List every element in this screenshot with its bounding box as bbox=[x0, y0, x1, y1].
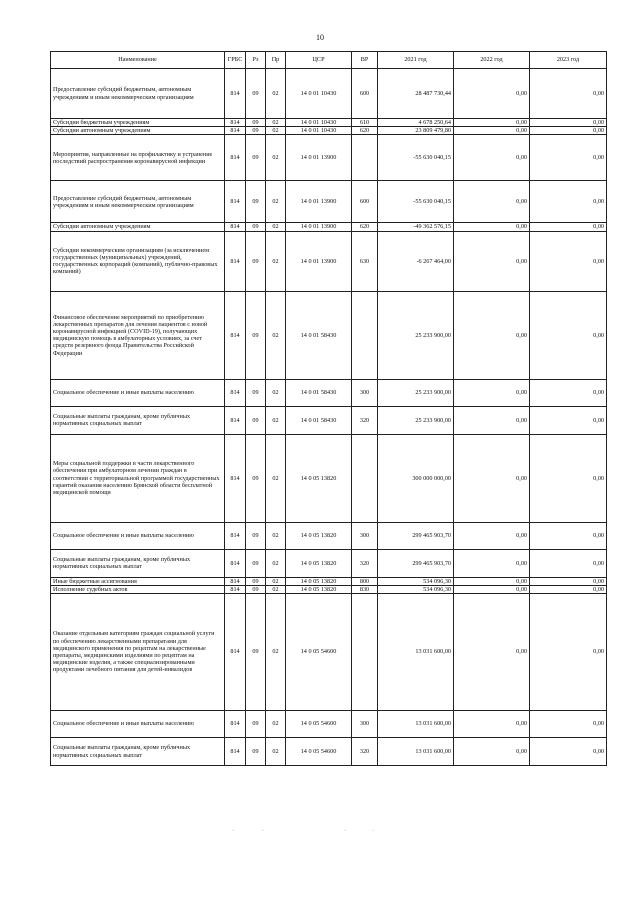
cell-pr: 02 bbox=[266, 291, 286, 379]
cell-csr: 14 0 05 13820 bbox=[286, 549, 352, 577]
cell-y2023: 0,00 bbox=[530, 549, 607, 577]
cell-name: Иные бюджетные ассигнования bbox=[51, 577, 225, 585]
cell-y2022: 0,00 bbox=[454, 291, 530, 379]
cell-vr bbox=[352, 594, 378, 711]
cell-y2023: 0,00 bbox=[530, 291, 607, 379]
table-row bbox=[51, 379, 607, 406]
header-csr: ЦСР bbox=[286, 52, 352, 69]
cell-csr: 14 0 05 54600 bbox=[286, 738, 352, 766]
table-row bbox=[51, 711, 607, 738]
cell-csr: 14 0 01 10430 bbox=[286, 127, 352, 135]
table-row bbox=[51, 181, 607, 223]
cell-vr bbox=[352, 291, 378, 379]
cell-name: Социальные выплаты гражданам, кроме публичных нормативных социальных выплат bbox=[51, 549, 225, 577]
cell-rz: 09 bbox=[246, 594, 266, 711]
cell-rz: 09 bbox=[246, 231, 266, 291]
cell-y2021: 13 031 600,00 bbox=[378, 594, 454, 711]
cell-y2021: 13 031 600,00 bbox=[378, 711, 454, 738]
cell-y2022: 0,00 bbox=[454, 69, 530, 119]
cell-name: Предоставление субсидий бюджетным, автономным учреждениям и иным некоммерческим организациям bbox=[51, 181, 225, 223]
cell-pr: 02 bbox=[266, 585, 286, 593]
cell-y2021: -49 362 576,15 bbox=[378, 223, 454, 231]
cell-rz: 09 bbox=[246, 119, 266, 127]
cell-y2022: 0,00 bbox=[454, 379, 530, 406]
cell-y2022: 0,00 bbox=[454, 522, 530, 549]
cell-vr bbox=[352, 135, 378, 181]
cell-rz: 09 bbox=[246, 585, 266, 593]
cell-csr: 14 0 05 13820 bbox=[286, 585, 352, 593]
cell-y2021: -6 267 464,00 bbox=[378, 231, 454, 291]
cell-csr: 14 0 01 13900 bbox=[286, 181, 352, 223]
cell-rz: 09 bbox=[246, 69, 266, 119]
cell-y2021: 534 096,30 bbox=[378, 577, 454, 585]
cell-y2021: -55 630 040,15 bbox=[378, 135, 454, 181]
cell-name: Финансовое обеспечение мероприятий по приобретению лекарственных препаратов для лечения пациентов с новой коронавирусной инфекцией (COVID-19), получающих медицинскую помощь в амбулаторных условиях, за счет средств резервного фонда Правительства Российской Федерации bbox=[51, 291, 225, 379]
header-name: Наименование bbox=[51, 52, 225, 69]
cell-pr: 02 bbox=[266, 406, 286, 434]
cell-y2021: 25 233 900,00 bbox=[378, 379, 454, 406]
cell-csr: 14 0 01 58430 bbox=[286, 406, 352, 434]
cell-rz: 09 bbox=[246, 738, 266, 766]
cell-y2023: 0,00 bbox=[530, 231, 607, 291]
cell-y2022: 0,00 bbox=[454, 135, 530, 181]
cell-y2022: 0,00 bbox=[454, 119, 530, 127]
cell-y2022: 0,00 bbox=[454, 231, 530, 291]
cell-y2022: 0,00 bbox=[454, 594, 530, 711]
cell-pr: 02 bbox=[266, 594, 286, 711]
table-row bbox=[51, 231, 607, 291]
cell-pr: 02 bbox=[266, 127, 286, 135]
table-row bbox=[51, 738, 607, 766]
cell-y2023: 0,00 bbox=[530, 379, 607, 406]
cell-grbs: 814 bbox=[225, 522, 246, 549]
cell-rz: 09 bbox=[246, 434, 266, 522]
cell-pr: 02 bbox=[266, 231, 286, 291]
cell-y2022: 0,00 bbox=[454, 585, 530, 593]
cell-grbs: 814 bbox=[225, 577, 246, 585]
cell-name: Социальное обеспечение и иные выплаты населению bbox=[51, 379, 225, 406]
cell-csr: 14 0 05 13820 bbox=[286, 434, 352, 522]
cell-y2022: 0,00 bbox=[454, 711, 530, 738]
cell-grbs: 814 bbox=[225, 711, 246, 738]
budget-table bbox=[50, 51, 607, 766]
cell-y2022: 0,00 bbox=[454, 406, 530, 434]
cell-csr: 14 0 01 13900 bbox=[286, 135, 352, 181]
cell-vr: 620 bbox=[352, 127, 378, 135]
cell-rz: 09 bbox=[246, 522, 266, 549]
cell-y2021: 25 233 900,00 bbox=[378, 291, 454, 379]
table-row bbox=[51, 434, 607, 522]
cell-grbs: 814 bbox=[225, 379, 246, 406]
cell-csr: 14 0 01 58430 bbox=[286, 291, 352, 379]
cell-y2021: 300 000 000,00 bbox=[378, 434, 454, 522]
cell-y2021: 13 031 600,00 bbox=[378, 738, 454, 766]
header-grbs: ГРБС bbox=[225, 52, 246, 69]
cell-csr: 14 0 01 13900 bbox=[286, 231, 352, 291]
cell-name: Социальные выплаты гражданам, кроме публичных нормативных социальных выплат bbox=[51, 406, 225, 434]
cell-grbs: 814 bbox=[225, 69, 246, 119]
cell-grbs: 814 bbox=[225, 406, 246, 434]
cell-rz: 09 bbox=[246, 127, 266, 135]
scan-dot: · bbox=[344, 828, 346, 834]
cell-rz: 09 bbox=[246, 181, 266, 223]
cell-pr: 02 bbox=[266, 379, 286, 406]
cell-vr: 320 bbox=[352, 406, 378, 434]
cell-csr: 14 0 01 10430 bbox=[286, 119, 352, 127]
table-row bbox=[51, 223, 607, 231]
cell-rz: 09 bbox=[246, 135, 266, 181]
cell-y2023: 0,00 bbox=[530, 223, 607, 231]
cell-y2023: 0,00 bbox=[530, 69, 607, 119]
scan-dot: · bbox=[372, 828, 374, 834]
cell-grbs: 814 bbox=[225, 594, 246, 711]
cell-y2022: 0,00 bbox=[454, 434, 530, 522]
table-row bbox=[51, 127, 607, 135]
cell-pr: 02 bbox=[266, 181, 286, 223]
cell-y2021: -55 630 040,15 bbox=[378, 181, 454, 223]
header-2021: 2021 год bbox=[378, 52, 454, 69]
cell-y2022: 0,00 bbox=[454, 738, 530, 766]
cell-rz: 09 bbox=[246, 549, 266, 577]
cell-name: Социальное обеспечение и иные выплаты населению bbox=[51, 711, 225, 738]
header-2023: 2023 год bbox=[530, 52, 607, 69]
cell-name: Оказание отдельным категориям граждан социальной услуги по обеспечению лекарственными препаратами для медицинского применения по рецептам на лекарственные препараты, медицинскими изделиями по рецептам на медицинские изделия, а также специализированными продуктами лечебного питания для детей-инвалидов bbox=[51, 594, 225, 711]
cell-csr: 14 0 05 13820 bbox=[286, 522, 352, 549]
cell-y2021: 28 487 730,44 bbox=[378, 69, 454, 119]
cell-vr: 620 bbox=[352, 223, 378, 231]
cell-y2023: 0,00 bbox=[530, 135, 607, 181]
cell-y2021: 299 465 903,70 bbox=[378, 522, 454, 549]
cell-grbs: 814 bbox=[225, 135, 246, 181]
cell-csr: 14 0 01 13900 bbox=[286, 223, 352, 231]
cell-pr: 02 bbox=[266, 69, 286, 119]
cell-grbs: 814 bbox=[225, 549, 246, 577]
cell-y2021: 4 678 250,64 bbox=[378, 119, 454, 127]
cell-csr: 14 0 05 54600 bbox=[286, 711, 352, 738]
cell-vr: 600 bbox=[352, 181, 378, 223]
table-body bbox=[51, 69, 607, 766]
cell-y2021: 25 233 900,00 bbox=[378, 406, 454, 434]
cell-vr: 610 bbox=[352, 119, 378, 127]
cell-grbs: 814 bbox=[225, 291, 246, 379]
cell-rz: 09 bbox=[246, 711, 266, 738]
cell-vr bbox=[352, 434, 378, 522]
cell-y2023: 0,00 bbox=[530, 711, 607, 738]
cell-pr: 02 bbox=[266, 577, 286, 585]
cell-csr: 14 0 01 58430 bbox=[286, 379, 352, 406]
cell-name: Предоставление субсидий бюджетным, автономным учреждениям и иным некоммерческим организациям bbox=[51, 69, 225, 119]
cell-y2023: 0,00 bbox=[530, 585, 607, 593]
cell-y2021: 23 809 479,80 bbox=[378, 127, 454, 135]
cell-pr: 02 bbox=[266, 522, 286, 549]
table-row bbox=[51, 291, 607, 379]
cell-grbs: 814 bbox=[225, 119, 246, 127]
table-row bbox=[51, 577, 607, 585]
table-row bbox=[51, 585, 607, 593]
cell-name: Субсидии автономным учреждениям bbox=[51, 223, 225, 231]
cell-csr: 14 0 01 10430 bbox=[286, 69, 352, 119]
cell-vr: 300 bbox=[352, 711, 378, 738]
table-header-row bbox=[51, 52, 607, 69]
cell-rz: 09 bbox=[246, 577, 266, 585]
cell-y2023: 0,00 bbox=[530, 127, 607, 135]
cell-pr: 02 bbox=[266, 738, 286, 766]
table-row bbox=[51, 406, 607, 434]
cell-y2021: 534 096,30 bbox=[378, 585, 454, 593]
cell-grbs: 814 bbox=[225, 585, 246, 593]
cell-csr: 14 0 05 54600 bbox=[286, 594, 352, 711]
cell-y2023: 0,00 bbox=[530, 434, 607, 522]
table-row bbox=[51, 522, 607, 549]
cell-rz: 09 bbox=[246, 223, 266, 231]
cell-y2022: 0,00 bbox=[454, 127, 530, 135]
header-pr: Пр bbox=[266, 52, 286, 69]
cell-name: Субсидии бюджетным учреждениям bbox=[51, 119, 225, 127]
header-2022: 2022 год bbox=[454, 52, 530, 69]
cell-y2023: 0,00 bbox=[530, 406, 607, 434]
table-row bbox=[51, 119, 607, 127]
cell-csr: 14 0 05 13820 bbox=[286, 577, 352, 585]
cell-vr: 630 bbox=[352, 231, 378, 291]
cell-y2023: 0,00 bbox=[530, 577, 607, 585]
cell-y2023: 0,00 bbox=[530, 181, 607, 223]
cell-pr: 02 bbox=[266, 119, 286, 127]
cell-name: Меры социальной поддержки в части лекарственного обеспечения при амбулаторном лечении граждан в соответствии с территориальной программой государственных гарантий оказания населению Брянской области бесплатной медицинской помощи bbox=[51, 434, 225, 522]
cell-y2022: 0,00 bbox=[454, 549, 530, 577]
cell-name: Исполнение судебных актов bbox=[51, 585, 225, 593]
cell-pr: 02 bbox=[266, 434, 286, 522]
table-row bbox=[51, 69, 607, 119]
cell-name: Мероприятия, направленные на профилактику и устранение последствий распространения коронавирусной инфекции bbox=[51, 135, 225, 181]
cell-y2023: 0,00 bbox=[530, 522, 607, 549]
cell-grbs: 814 bbox=[225, 127, 246, 135]
scan-dot: · bbox=[262, 828, 264, 834]
cell-vr: 830 bbox=[352, 585, 378, 593]
cell-vr: 320 bbox=[352, 549, 378, 577]
cell-y2022: 0,00 bbox=[454, 223, 530, 231]
cell-name: Субсидии некоммерческим организациям (за исключением государственных (муниципальных) учреждений, государственных корпораций (компаний), публично-правовых компаний) bbox=[51, 231, 225, 291]
cell-y2023: 0,00 bbox=[530, 738, 607, 766]
table-row bbox=[51, 549, 607, 577]
header-rz: Рз bbox=[246, 52, 266, 69]
cell-grbs: 814 bbox=[225, 223, 246, 231]
cell-y2023: 0,00 bbox=[530, 594, 607, 711]
cell-rz: 09 bbox=[246, 379, 266, 406]
cell-pr: 02 bbox=[266, 223, 286, 231]
cell-rz: 09 bbox=[246, 406, 266, 434]
page-number: 10 bbox=[316, 33, 324, 42]
cell-name: Субсидии автономным учреждениям bbox=[51, 127, 225, 135]
cell-vr: 300 bbox=[352, 522, 378, 549]
cell-grbs: 814 bbox=[225, 434, 246, 522]
cell-grbs: 814 bbox=[225, 231, 246, 291]
cell-vr: 300 bbox=[352, 379, 378, 406]
scan-dot: · bbox=[232, 828, 234, 834]
cell-y2021: 299 465 903,70 bbox=[378, 549, 454, 577]
cell-pr: 02 bbox=[266, 549, 286, 577]
cell-rz: 09 bbox=[246, 291, 266, 379]
cell-name: Социальные выплаты гражданам, кроме публичных нормативных социальных выплат bbox=[51, 738, 225, 766]
table-row bbox=[51, 135, 607, 181]
cell-vr: 320 bbox=[352, 738, 378, 766]
cell-pr: 02 bbox=[266, 135, 286, 181]
cell-y2022: 0,00 bbox=[454, 577, 530, 585]
cell-y2022: 0,00 bbox=[454, 181, 530, 223]
table-row bbox=[51, 594, 607, 711]
cell-grbs: 814 bbox=[225, 181, 246, 223]
cell-name: Социальное обеспечение и иные выплаты населению bbox=[51, 522, 225, 549]
cell-grbs: 814 bbox=[225, 738, 246, 766]
cell-vr: 600 bbox=[352, 69, 378, 119]
header-vr: ВР bbox=[352, 52, 378, 69]
cell-y2023: 0,00 bbox=[530, 119, 607, 127]
cell-pr: 02 bbox=[266, 711, 286, 738]
cell-vr: 800 bbox=[352, 577, 378, 585]
